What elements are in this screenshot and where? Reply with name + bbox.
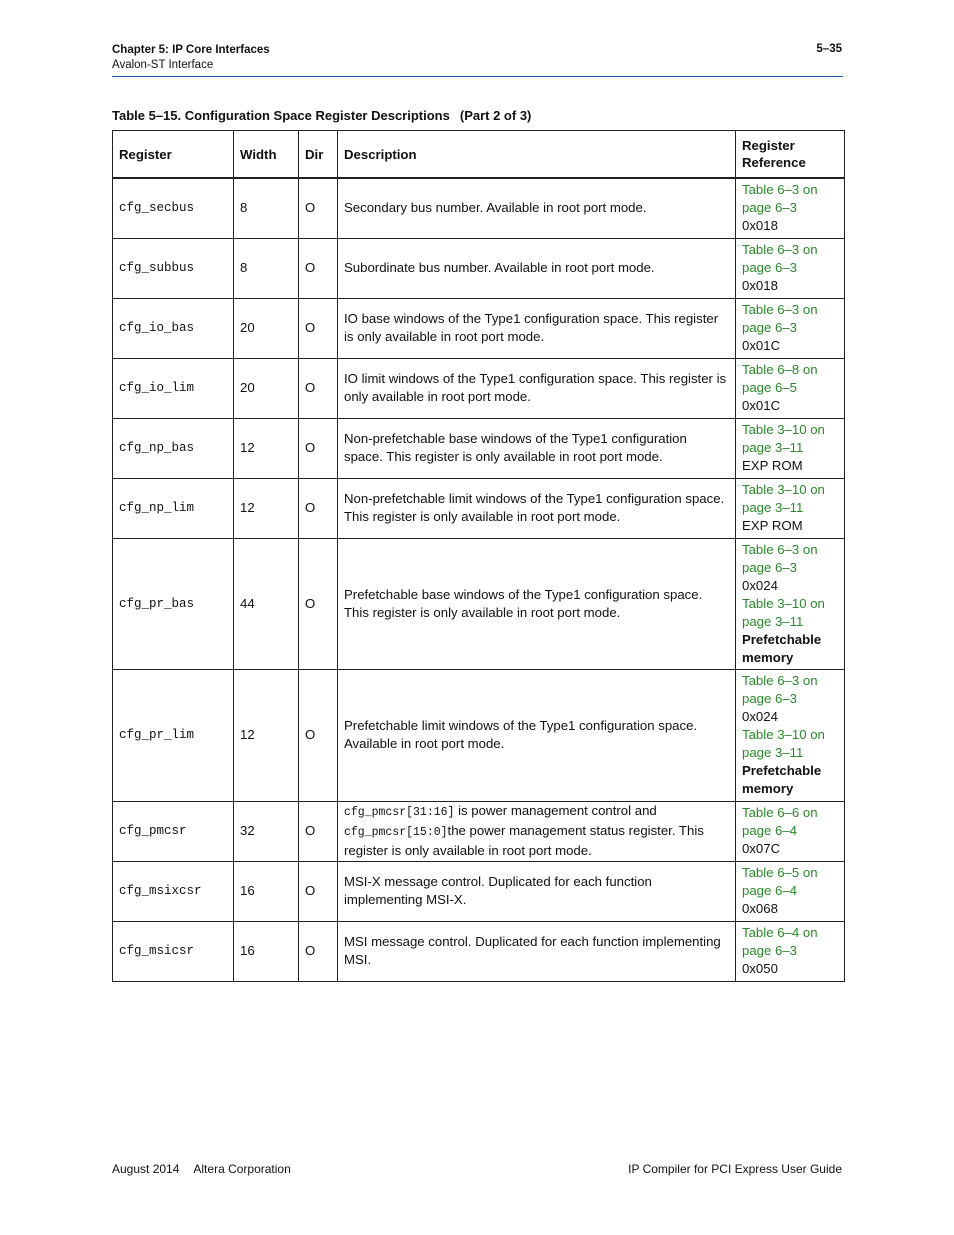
register-name-cell: cfg_np_bas	[113, 418, 234, 478]
reference-offset: 0x050	[742, 961, 778, 976]
dir-cell: O	[299, 178, 338, 238]
reference-link[interactable]: Table 6–3 on	[742, 242, 818, 257]
reference-bold-label: memory	[742, 781, 794, 796]
description-cell: Subordinate bus number. Available in root port mode.	[338, 238, 736, 298]
reference-link[interactable]: Table 6–5 on	[742, 865, 818, 880]
footer-date: August 2014	[112, 1162, 180, 1176]
description-cell: Non-prefetchable base windows of the Type1 configuration space. This register is only available in root port mode.	[338, 418, 736, 478]
register-name-cell: cfg_msixcsr	[113, 861, 234, 921]
register-name-cell: cfg_subbus	[113, 238, 234, 298]
reference-link[interactable]: Table 6–8 on	[742, 362, 818, 377]
chapter-title: Chapter 5: IP Core Interfaces	[112, 44, 270, 56]
register-reference-cell	[736, 178, 845, 238]
dir-cell: O	[299, 921, 338, 981]
reference-link[interactable]: page 6–3	[742, 320, 798, 335]
table-row	[113, 298, 845, 358]
table-part: (Part 2 of 3)	[459, 108, 532, 123]
reference-offset: 0x024	[742, 709, 778, 724]
reference-link[interactable]: Table 6–3 on	[742, 302, 818, 317]
reference-link[interactable]: page 6–5	[742, 380, 798, 395]
description-cell: IO limit windows of the Type1 configuration space. This register is only available in root port mode.	[338, 358, 736, 418]
table-body	[113, 178, 845, 981]
reference-link[interactable]: page 3–11	[742, 745, 804, 760]
reference-link[interactable]: page 3–11	[742, 440, 804, 455]
width-cell: 8	[234, 238, 299, 298]
description-cell: Prefetchable base windows of the Type1 configuration space. This register is only available in root port mode.	[338, 538, 736, 669]
table-row	[113, 178, 845, 238]
description-text: the power management status register. This register is only available in root port mode.	[344, 823, 704, 858]
reference-link[interactable]: page 6–3	[742, 691, 798, 706]
description-cell: Secondary bus number. Available in root port mode.	[338, 178, 736, 238]
page-number: 5–35	[816, 43, 842, 55]
register-name-cell: cfg_msicsr	[113, 921, 234, 981]
table-row	[113, 921, 845, 981]
header-rule	[112, 76, 843, 77]
reference-offset: 0x024	[742, 577, 778, 593]
inline-code: cfg_pmcsr[31:16]	[344, 806, 455, 819]
register-name-cell: cfg_pr_lim	[113, 669, 234, 801]
description-cell: IO base windows of the Type1 configuration space. This register is only available in root port mode.	[338, 298, 736, 358]
width-cell: 20	[234, 358, 299, 418]
reference-link[interactable]: Table 6–3 on	[742, 673, 818, 688]
reference-bold-label: Prefetchable	[742, 631, 822, 647]
table-title: Table 5–15. Configuration Space Register Descriptions	[112, 108, 450, 123]
width-cell: 32	[234, 801, 299, 861]
dir-cell: O	[299, 358, 338, 418]
description-cell: MSI-X message control. Duplicated for each function implementing MSI-X.	[338, 861, 736, 921]
description-cell	[338, 801, 736, 861]
register-reference-cell	[736, 478, 845, 538]
reference-link[interactable]: Table 3–10 on	[742, 595, 825, 611]
register-reference-cell	[736, 418, 845, 478]
reference-offset: EXP ROM	[742, 518, 803, 533]
dir-cell: O	[299, 801, 338, 861]
register-name-cell: cfg_io_lim	[113, 358, 234, 418]
reference-link[interactable]: page 6–3	[742, 200, 798, 216]
description-text: is power management control and	[454, 803, 657, 818]
section-title: Avalon-ST Interface	[112, 59, 214, 71]
register-reference-cell	[736, 358, 845, 418]
column-header-dir: Dir	[299, 131, 338, 179]
register-table	[112, 130, 845, 982]
column-header-register-reference: Register Reference	[736, 131, 845, 179]
table-row	[113, 478, 845, 538]
dir-cell: O	[299, 298, 338, 358]
column-header-width: Width	[234, 131, 299, 179]
dir-cell: O	[299, 238, 338, 298]
reference-offset: 0x018	[742, 278, 778, 293]
reference-offset: 0x068	[742, 901, 778, 916]
reference-link[interactable]: Table 6–3 on	[742, 541, 818, 557]
column-header-register: Register	[113, 131, 234, 179]
table-header-row	[113, 131, 845, 179]
footer-left	[112, 1162, 291, 1176]
reference-link[interactable]: Table 6–6 on	[742, 805, 818, 820]
table-row	[113, 418, 845, 478]
register-name-cell: cfg_np_lim	[113, 478, 234, 538]
description-cell: Non-prefetchable limit windows of the Type1 configuration space. This register is only available in root port mode.	[338, 478, 736, 538]
dir-cell: O	[299, 478, 338, 538]
reference-link[interactable]: page 6–4	[742, 823, 798, 838]
reference-link[interactable]: page 6–3	[742, 260, 798, 275]
register-reference-cell	[736, 669, 845, 801]
register-name-cell: cfg_io_bas	[113, 298, 234, 358]
reference-link[interactable]: page 6–3	[742, 943, 798, 958]
width-cell: 20	[234, 298, 299, 358]
inline-code: cfg_pmcsr[15:0]	[344, 826, 448, 839]
register-reference-cell	[736, 861, 845, 921]
table-row	[113, 238, 845, 298]
column-header-description: Description	[338, 131, 736, 179]
register-reference-cell	[736, 921, 845, 981]
width-cell: 12	[234, 478, 299, 538]
description-cell: Prefetchable limit windows of the Type1 configuration space. Available in root port mode.	[338, 669, 736, 801]
reference-offset: 0x018	[742, 218, 778, 234]
reference-link[interactable]: Table 3–10 on	[742, 482, 825, 497]
reference-link[interactable]: Table 6–4 on	[742, 925, 818, 940]
table-row	[113, 861, 845, 921]
reference-link[interactable]: Table 3–10 on	[742, 422, 825, 437]
width-cell: 12	[234, 669, 299, 801]
dir-cell: O	[299, 669, 338, 801]
reference-link[interactable]: page 3–11	[742, 500, 804, 515]
table-row	[113, 669, 845, 801]
reference-link[interactable]: Table 6–3 on	[742, 182, 818, 198]
table-row	[113, 538, 845, 669]
table-row	[113, 801, 845, 861]
register-reference-cell	[736, 238, 845, 298]
register-name-cell: cfg_pmcsr	[113, 801, 234, 861]
width-cell: 16	[234, 921, 299, 981]
reference-link[interactable]: page 6–4	[742, 883, 798, 898]
reference-offset: 0x07C	[742, 841, 781, 856]
running-header	[112, 43, 270, 73]
footer-company: Altera Corporation	[193, 1162, 291, 1176]
table-caption	[112, 108, 531, 123]
footer-doc-title: IP Compiler for PCI Express User Guide	[628, 1162, 842, 1176]
reference-link[interactable]: Table 3–10 on	[742, 727, 825, 742]
register-name-cell: cfg_secbus	[113, 178, 234, 238]
dir-cell: O	[299, 861, 338, 921]
reference-offset: EXP ROM	[742, 458, 803, 473]
register-reference-cell	[736, 538, 845, 669]
reference-bold-label: memory	[742, 649, 794, 665]
dir-cell: O	[299, 418, 338, 478]
table-row	[113, 358, 845, 418]
reference-offset: 0x01C	[742, 398, 781, 413]
width-cell: 44	[234, 538, 299, 669]
width-cell: 16	[234, 861, 299, 921]
register-reference-cell	[736, 801, 845, 861]
width-cell: 8	[234, 178, 299, 238]
register-name-cell: cfg_pr_bas	[113, 538, 234, 669]
reference-link[interactable]: page 3–11	[742, 613, 804, 629]
width-cell: 12	[234, 418, 299, 478]
register-reference-cell	[736, 298, 845, 358]
reference-bold-label: Prefetchable	[742, 763, 822, 778]
dir-cell: O	[299, 538, 338, 669]
reference-link[interactable]: page 6–3	[742, 559, 798, 575]
reference-offset: 0x01C	[742, 338, 781, 353]
description-cell: MSI message control. Duplicated for each function implementing MSI.	[338, 921, 736, 981]
